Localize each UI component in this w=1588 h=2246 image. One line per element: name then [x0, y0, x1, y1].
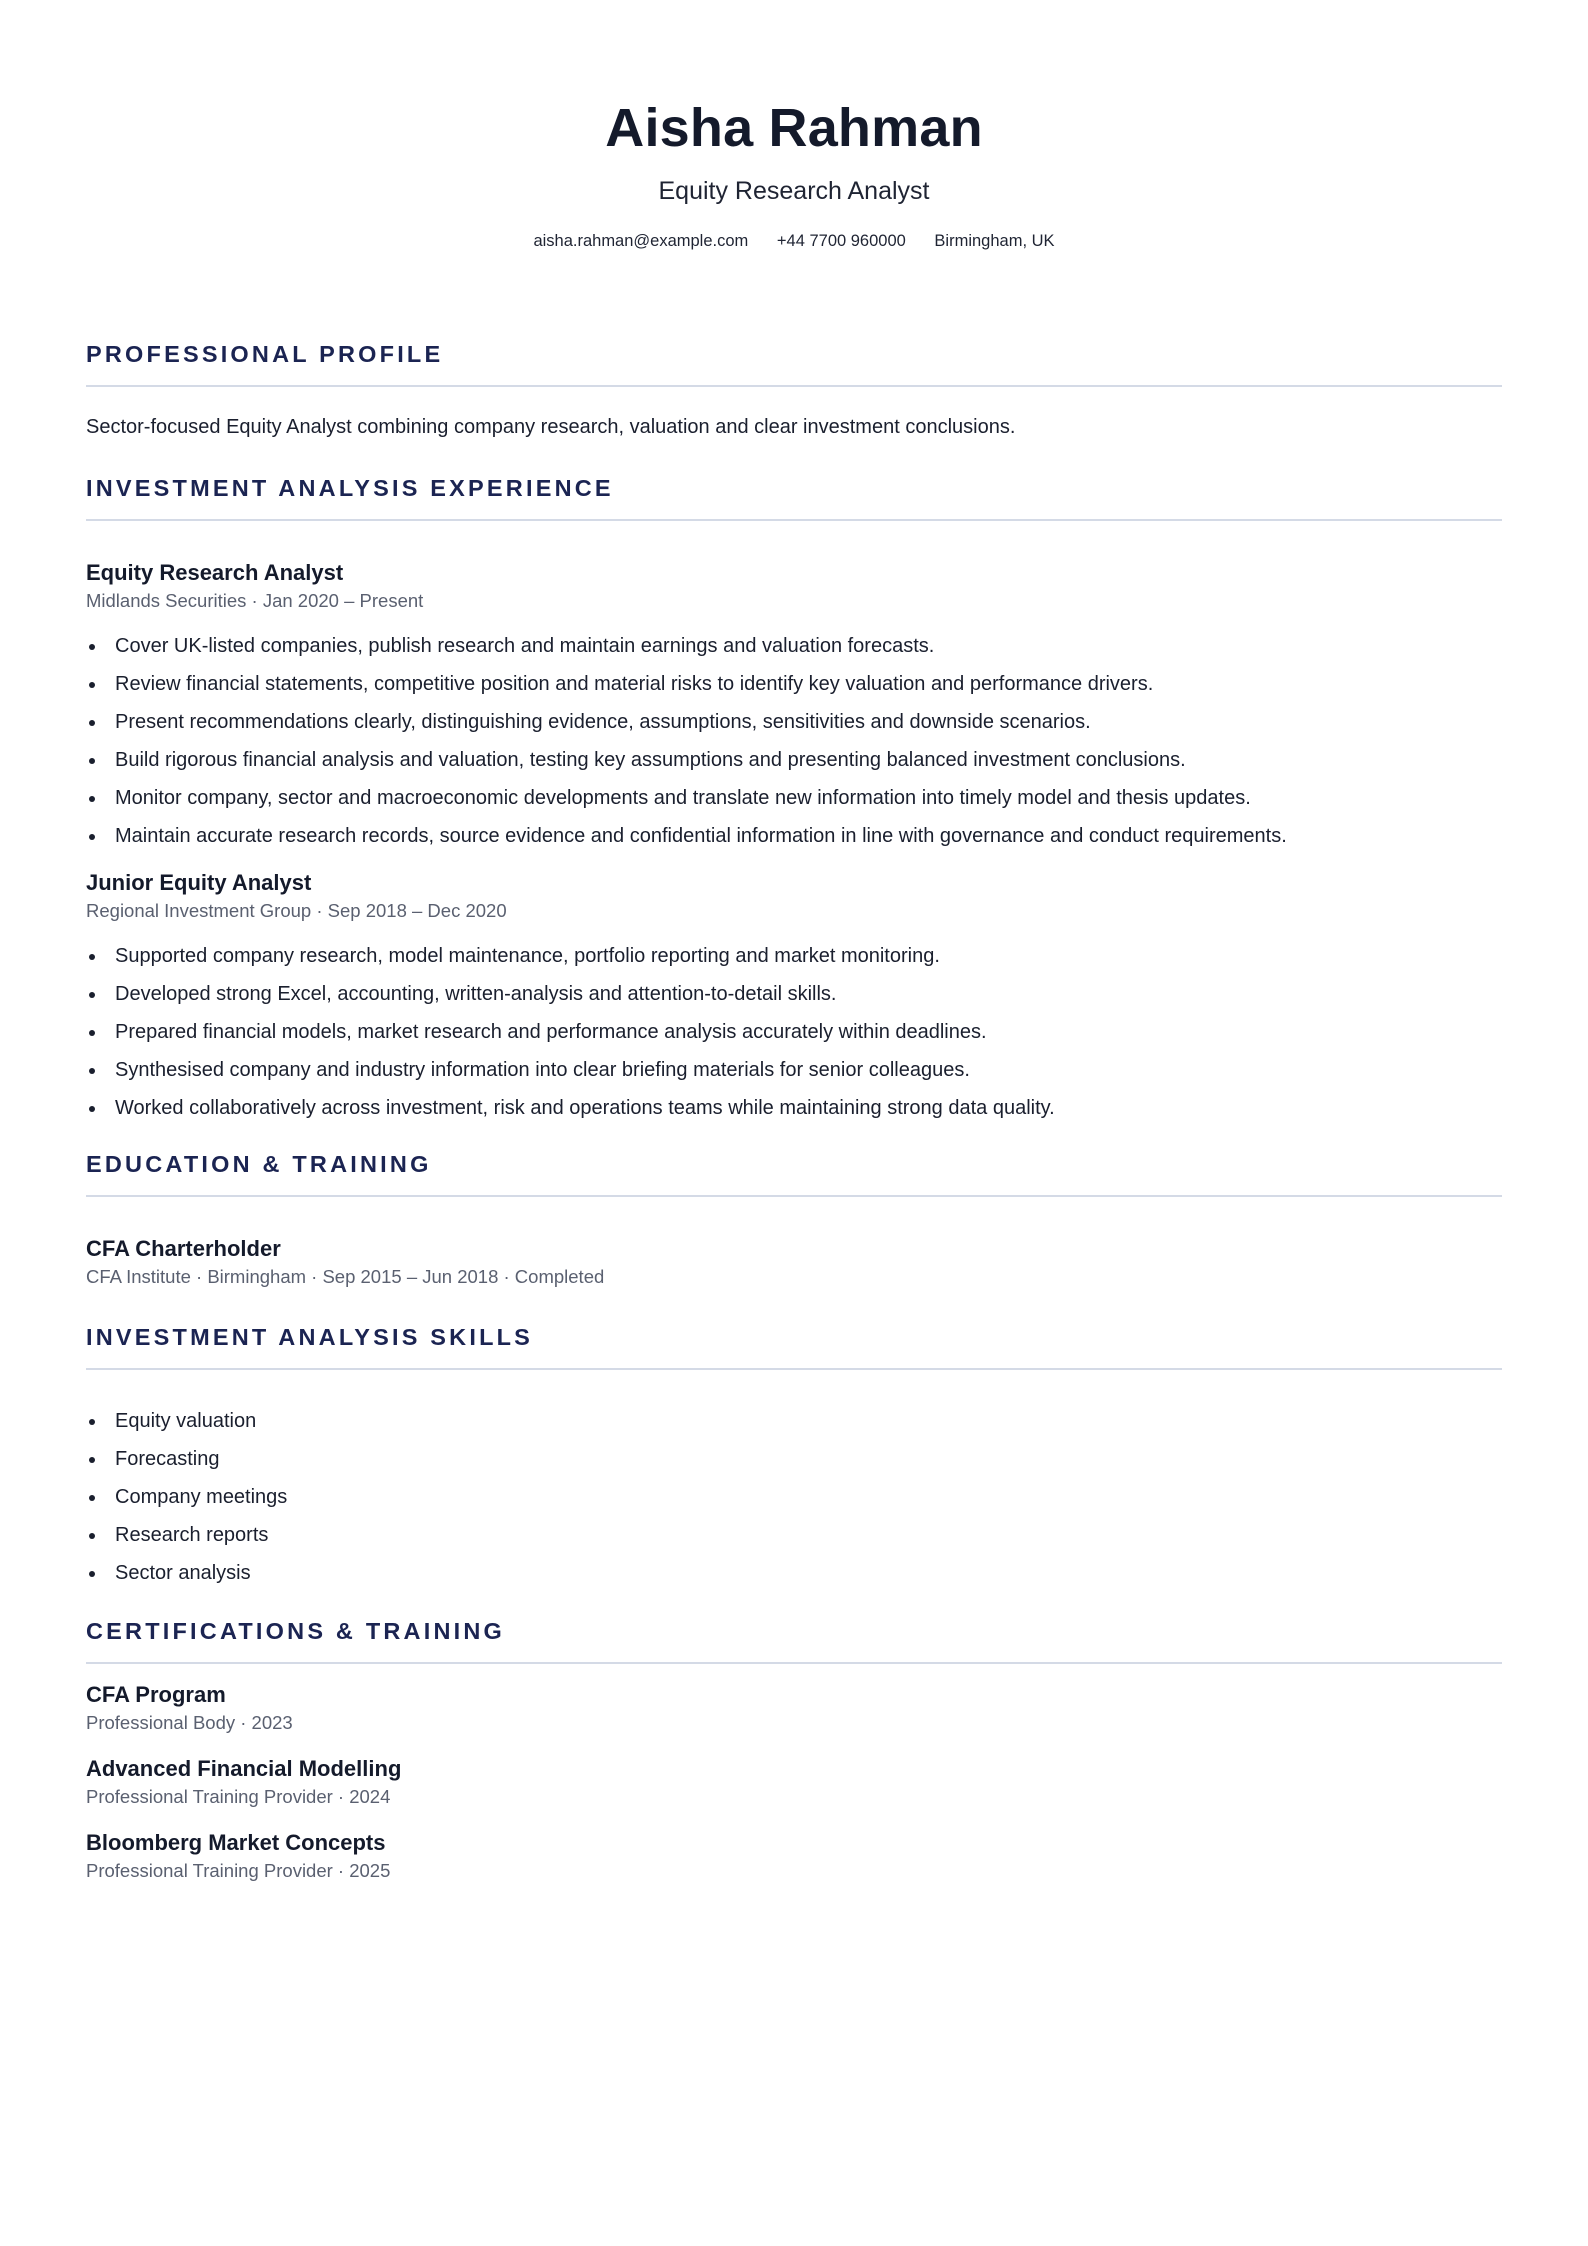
candidate-name: Aisha Rahman — [605, 98, 983, 158]
contact-email[interactable]: aisha.rahman@example.com — [533, 232, 749, 250]
section-title-experience: INVESTMENT ANALYSIS EXPERIENCE — [86, 475, 614, 501]
contact-line — [86, 230, 1502, 252]
education-entry — [86, 1234, 1502, 1290]
list-item: Prepared financial models, market research and performance analysis accurately within deadlines. — [86, 1013, 1502, 1051]
job-role: Equity Research Analyst — [86, 560, 344, 585]
section-divider — [86, 1662, 1502, 1664]
job-meta: Midlands Securities · Jan 2020 – Present — [86, 590, 424, 611]
skill-item: Forecasting — [86, 1440, 1502, 1478]
certification-entry — [86, 1754, 1502, 1810]
section-title-education: EDUCATION & TRAINING — [86, 1151, 432, 1177]
resume-header — [86, 0, 1502, 252]
section-experience — [86, 472, 1502, 1127]
certification-name: Bloomberg Market Concepts — [86, 1830, 386, 1855]
contact-location: Birmingham, UK — [934, 232, 1055, 250]
list-item: Developed strong Excel, accounting, written-analysis and attention-to-detail skills. — [86, 975, 1502, 1013]
section-title-certifications: CERTIFICATIONS & TRAINING — [86, 1618, 505, 1644]
section-divider — [86, 519, 1502, 521]
section-education — [86, 1148, 1502, 1290]
list-item: Supported company research, model maintenance, portfolio reporting and market monitoring. — [86, 937, 1502, 975]
job-bullets — [86, 627, 1502, 855]
skill-item: Equity valuation — [86, 1402, 1502, 1440]
profile-summary: Sector-focused Equity Analyst combining company research, valuation and clear investment conclusions. — [86, 416, 1016, 438]
list-item: Cover UK-listed companies, publish research and maintain earnings and valuation forecasts. — [86, 627, 1502, 665]
list-item: Present recommendations clearly, distinguishing evidence, assumptions, sensitivities and downside scenarios. — [86, 703, 1502, 741]
certification-name: Advanced Financial Modelling — [86, 1756, 402, 1781]
certification-entry — [86, 1680, 1502, 1736]
education-name: CFA Charterholder — [86, 1236, 281, 1261]
list-item: Maintain accurate research records, source evidence and confidential information in line with governance and conduct requirements. — [86, 817, 1502, 855]
education-meta: CFA Institute · Birmingham · Sep 2015 – Jun 2018 · Completed — [86, 1266, 605, 1287]
skill-item: Research reports — [86, 1516, 1502, 1554]
list-item: Worked collaboratively across investment, risk and operations teams while maintaining strong data quality. — [86, 1089, 1502, 1127]
section-profile — [86, 338, 1502, 441]
job-entry — [86, 868, 1502, 1127]
certification-name: CFA Program — [86, 1682, 226, 1707]
list-item: Synthesised company and industry information into clear briefing materials for senior colleagues. — [86, 1051, 1502, 1089]
section-title-skills: INVESTMENT ANALYSIS SKILLS — [86, 1324, 534, 1350]
skills-list — [86, 1402, 1502, 1592]
certification-meta: Professional Training Provider · 2024 — [86, 1786, 391, 1807]
list-item: Review financial statements, competitive position and material risks to identify key valuation and performance drivers. — [86, 665, 1502, 703]
skill-item: Company meetings — [86, 1478, 1502, 1516]
certification-entry — [86, 1828, 1502, 1884]
skill-item: Sector analysis — [86, 1554, 1502, 1592]
section-divider — [86, 1368, 1502, 1370]
section-skills — [86, 1321, 1502, 1592]
job-meta: Regional Investment Group · Sep 2018 – Dec 2020 — [86, 900, 507, 921]
certification-meta: Professional Body · 2023 — [86, 1712, 293, 1733]
certification-meta: Professional Training Provider · 2025 — [86, 1860, 391, 1881]
job-entry — [86, 558, 1502, 855]
section-title-profile: PROFESSIONAL PROFILE — [86, 341, 444, 367]
list-item: Monitor company, sector and macroeconomic developments and translate new information into timely model and thesis updates. — [86, 779, 1502, 817]
list-item: Build rigorous financial analysis and valuation, testing key assumptions and presenting balanced investment conclusions. — [86, 741, 1502, 779]
candidate-headline: Equity Research Analyst — [658, 177, 930, 205]
section-divider — [86, 1195, 1502, 1197]
contact-phone[interactable]: +44 7700 960000 — [776, 232, 906, 250]
job-bullets — [86, 937, 1502, 1127]
section-divider — [86, 385, 1502, 387]
job-role: Junior Equity Analyst — [86, 870, 312, 895]
section-certifications — [86, 1615, 1502, 1884]
